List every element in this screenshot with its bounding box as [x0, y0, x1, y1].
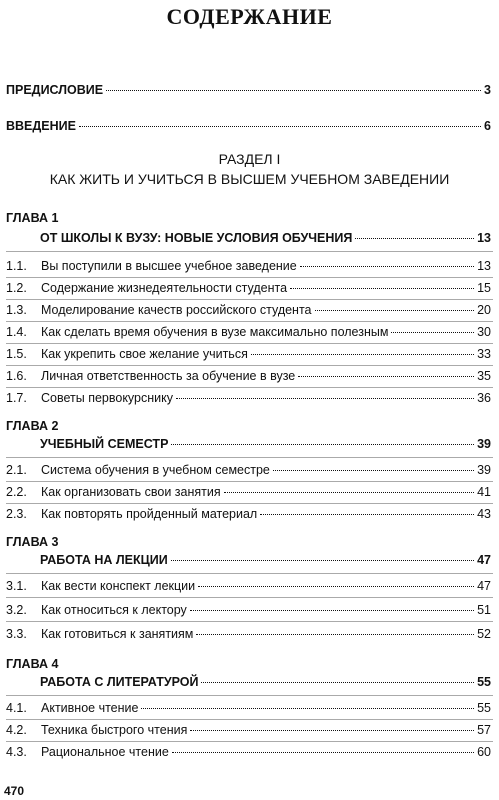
item-number: 2.3.: [6, 507, 27, 521]
chapter-title-entry[interactable]: [40, 674, 491, 690]
item-page: 60: [477, 745, 491, 759]
toc-item[interactable]: [6, 324, 491, 340]
divider: [6, 457, 493, 458]
item-label: Советы первокурснику: [41, 391, 173, 405]
toc-item[interactable]: [6, 578, 491, 594]
item-label: Как вести конспект лекции: [41, 579, 196, 593]
divider: [6, 365, 493, 366]
toc-item[interactable]: [6, 722, 491, 738]
entry-page: 55: [477, 675, 491, 689]
item-page: 36: [477, 391, 491, 405]
toc-item[interactable]: [6, 700, 491, 716]
chapter-label: ГЛАВА 1: [6, 211, 59, 225]
leader-dots: [224, 492, 474, 493]
entry-page: 39: [477, 437, 491, 451]
leader-dots: [190, 730, 474, 731]
chapter-title-entry[interactable]: [40, 230, 491, 246]
divider: [6, 321, 493, 322]
item-number: 1.5.: [6, 347, 27, 361]
item-number: 1.1.: [6, 259, 27, 273]
toc-item[interactable]: [6, 346, 491, 362]
page-title: СОДЕРЖАНИЕ: [166, 4, 333, 29]
chapter-title-entry[interactable]: [40, 436, 491, 452]
item-label: Техника быстрого чтения: [41, 723, 188, 737]
item-label: Как готовиться к занятиям: [41, 627, 194, 641]
divider: [6, 387, 493, 388]
toc-entry-preface[interactable]: [6, 82, 491, 98]
item-number: 3.2.: [6, 603, 27, 617]
item-label: Как организовать свои занятия: [41, 485, 221, 499]
item-number: 4.2.: [6, 723, 27, 737]
item-label: Как относиться к лектору: [41, 603, 187, 617]
item-page: 30: [477, 325, 491, 339]
leader-dots: [176, 398, 474, 399]
leader-dots: [196, 634, 474, 635]
toc-item[interactable]: [6, 484, 491, 500]
toc-entry-introduction[interactable]: [6, 118, 491, 134]
item-number: 2.1.: [6, 463, 27, 477]
leader-dots: [298, 376, 474, 377]
leader-dots: [315, 310, 475, 311]
entry-label: ВВЕДЕНИЕ: [6, 119, 76, 133]
toc-item[interactable]: [6, 390, 491, 406]
chapter-label: ГЛАВА 2: [6, 419, 59, 433]
divider: [6, 741, 493, 742]
item-number: 4.3.: [6, 745, 27, 759]
item-number: 3.3.: [6, 627, 27, 641]
divider: [6, 299, 493, 300]
chapter-title: ОТ ШКОЛЫ К ВУЗУ: НОВЫЕ УСЛОВИЯ ОБУЧЕНИЯ: [40, 231, 353, 245]
item-number: 1.4.: [6, 325, 27, 339]
toc-item[interactable]: [6, 462, 491, 478]
leader-dots: [79, 126, 481, 127]
item-page: 55: [477, 701, 491, 715]
divider: [6, 503, 493, 504]
item-page: 33: [477, 347, 491, 361]
entry-page: 6: [484, 119, 491, 133]
item-label: Система обучения в учебном семестре: [41, 463, 270, 477]
leader-dots: [355, 238, 474, 239]
item-number: 2.2.: [6, 485, 27, 499]
chapter-label: ГЛАВА 3: [6, 535, 59, 549]
leader-dots: [201, 682, 474, 683]
page-number: 470: [4, 784, 25, 798]
toc-item[interactable]: [6, 744, 491, 760]
divider: [6, 621, 493, 622]
chapter-title: РАБОТА НА ЛЕКЦИИ: [40, 553, 168, 567]
toc-item[interactable]: [6, 258, 491, 274]
entry-page: 13: [477, 231, 491, 245]
item-page: 13: [477, 259, 491, 273]
divider: [6, 719, 493, 720]
item-label: Рациональное чтение: [41, 745, 169, 759]
item-page: 39: [477, 463, 491, 477]
divider: [6, 481, 493, 482]
chapter-title: РАБОТА С ЛИТЕРАТУРОЙ: [40, 675, 199, 689]
leader-dots: [171, 560, 474, 561]
chapter-title: УЧЕБНЫЙ СЕМЕСТР: [40, 437, 169, 451]
item-label: Как сделать время обучения в вузе максимально полезным: [41, 325, 389, 339]
divider: [6, 695, 493, 696]
leader-dots: [290, 288, 474, 289]
divider: [6, 573, 493, 574]
leader-dots: [190, 610, 474, 611]
divider: [6, 277, 493, 278]
item-number: 3.1.: [6, 579, 27, 593]
leader-dots: [273, 470, 474, 471]
toc-item[interactable]: [6, 602, 491, 618]
leader-dots: [106, 90, 481, 91]
leader-dots: [251, 354, 474, 355]
leader-dots: [171, 444, 474, 445]
item-label: Вы поступили в высшее учебное заведение: [41, 259, 297, 273]
entry-label: ПРЕДИСЛОВИЕ: [6, 83, 104, 97]
toc-item[interactable]: [6, 302, 491, 318]
item-page: 57: [477, 723, 491, 737]
section-number: РАЗДЕЛ I: [218, 151, 281, 167]
toc-item[interactable]: [6, 626, 491, 642]
item-label: Активное чтение: [41, 701, 139, 715]
entry-page: 3: [484, 83, 491, 97]
item-number: 1.7.: [6, 391, 27, 405]
divider: [6, 343, 493, 344]
toc-item[interactable]: [6, 506, 491, 522]
item-number: 4.1.: [6, 701, 27, 715]
leader-dots: [300, 266, 474, 267]
toc-item[interactable]: [6, 280, 491, 296]
leader-dots: [141, 708, 474, 709]
divider: [6, 251, 493, 252]
item-page: 35: [477, 369, 491, 383]
item-page: 41: [477, 485, 491, 499]
item-label: Как укрепить свое желание учиться: [41, 347, 248, 361]
leader-dots: [260, 514, 474, 515]
leader-dots: [198, 586, 474, 587]
entry-page: 47: [477, 553, 491, 567]
item-page: 15: [477, 281, 491, 295]
item-page: 51: [477, 603, 491, 617]
item-number: 1.2.: [6, 281, 27, 295]
chapter-label: ГЛАВА 4: [6, 657, 59, 671]
chapter-title-entry[interactable]: [40, 552, 491, 568]
section-title: КАК ЖИТЬ И УЧИТЬСЯ В ВЫСШЕМ УЧЕБНОМ ЗАВЕДЕНИИ: [49, 171, 450, 187]
leader-dots: [172, 752, 474, 753]
item-page: 43: [477, 507, 491, 521]
item-label: Моделирование качеств российского студента: [41, 303, 312, 317]
item-label: Содержание жизнедеятельности студента: [41, 281, 288, 295]
item-label: Как повторять пройденный материал: [41, 507, 258, 521]
item-label: Личная ответственность за обучение в вузе: [41, 369, 296, 383]
item-number: 1.3.: [6, 303, 27, 317]
divider: [6, 597, 493, 598]
item-page: 52: [477, 627, 491, 641]
toc-item[interactable]: [6, 368, 491, 384]
item-number: 1.6.: [6, 369, 27, 383]
item-page: 47: [477, 579, 491, 593]
item-page: 20: [477, 303, 491, 317]
leader-dots: [391, 332, 474, 333]
